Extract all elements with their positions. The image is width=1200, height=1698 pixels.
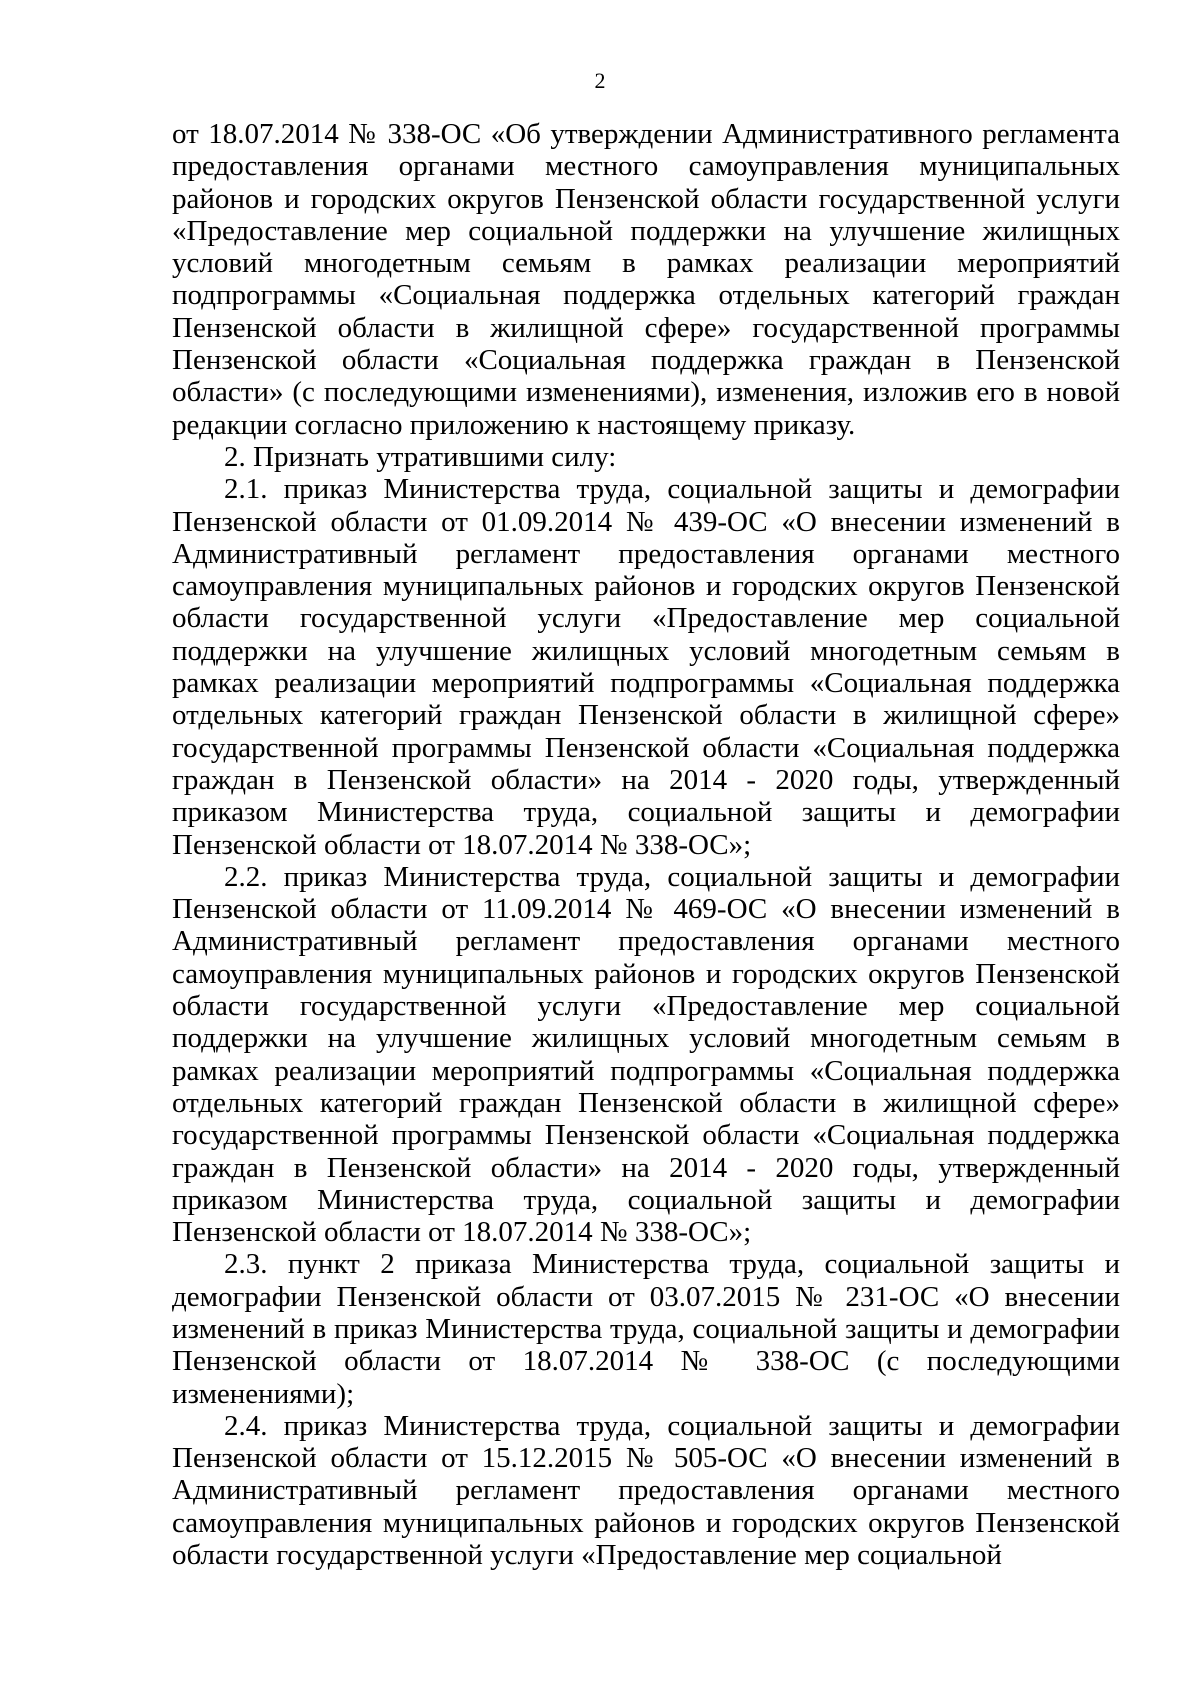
paragraph-item-2-2: 2.2. приказ Министерства труда, социальной защиты и демографии Пензенской области от 11.09.2014 № 469-ОС «О внесении изменений в Административный регламент предоставления органами местного самоуправления муниципальных районов и городских округов Пензенской области государственной услуги «Предоставление мер социальной поддержки на улучшение жилищных условий многодетным семьям в рамках реализации мероприятий подпрограммы «Социальная поддержка отдельных категорий граждан Пензенской области в жилищной сфере» государственной программы Пензенской области «Социальная поддержка граждан в Пензенской области» на 2014 - 2020 годы, утвержденный приказом Министерства труда, социальной защиты и демографии Пензенской области от 18.07.2014 № 338-ОС»; [172,860,1120,1249]
document-body [172,118,1120,1571]
paragraph-item-2-1: 2.1. приказ Министерства труда, социальной защиты и демографии Пензенской области от 01.09.2014 № 439-ОС «О внесении изменений в Административный регламент предоставления органами местного самоуправления муниципальных районов и городских округов Пензенской области государственной услуги «Предоставление мер социальной поддержки на улучшение жилищных условий многодетным семьям в рамках реализации мероприятий подпрограммы «Социальная поддержка отдельных категорий граждан Пензенской области в жилищной сфере» государственной программы Пензенской области «Социальная поддержка граждан в Пензенской области» на 2014 - 2020 годы, утвержденный приказом Министерства труда, социальной защиты и демографии Пензенской области от 18.07.2014 № 338-ОС»; [172,473,1120,861]
paragraph-item-2-4: 2.4. приказ Министерства труда, социальной защиты и демографии Пензенской области от 15.12.2015 № 505-ОС «О внесении изменений в Административный регламент предоставления органами местного самоуправления муниципальных районов и городских округов Пензенской области государственной услуги «Предоставление мер социальной [172,1409,1120,1572]
page-number: 2 [594,68,606,93]
paragraph-item-2: 2. Признать утратившими силу: [224,440,617,473]
paragraph-continuation: от 18.07.2014 № 338-ОС «Об утверждении Административного регламента предоставления органами местного самоуправления муниципальных районов и городских округов Пензенской области государственной услуги «Предоставление мер социальной поддержки на улучшение жилищных условий многодетным семьям в рамках реализации мероприятий подпрограммы «Социальная поддержка отдельных категорий граждан Пензенской области в жилищной сфере» государственной программы Пензенской области «Социальная поддержка граждан в Пензенской области» (с последующими изменениями), изменения, изложив его в новой редакции согласно приложению к настоящему приказу. [172,118,1120,441]
paragraph-item-2-3: 2.3. пункт 2 приказа Министерства труда, социальной защиты и демографии Пензенской области от 03.07.2015 № 231-ОС «О внесении изменений в приказ Министерства труда, социальной защиты и демографии Пензенской области от 18.07.2014 № 338-ОС (с последующими изменениями); [172,1248,1120,1410]
